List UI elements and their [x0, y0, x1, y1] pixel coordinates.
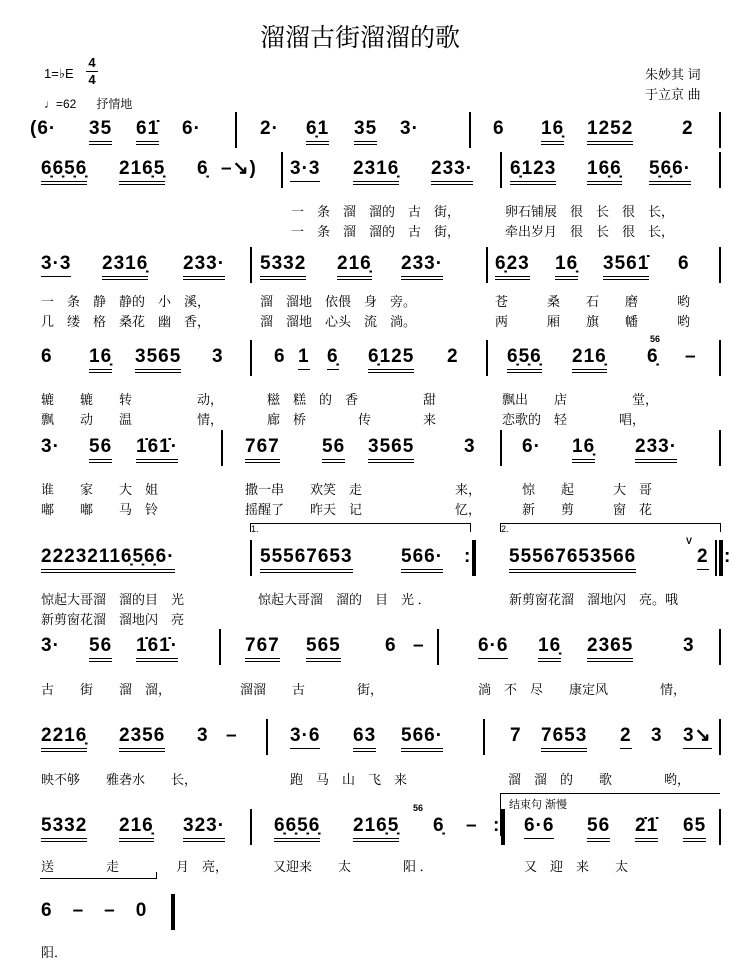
- note-group: 3·3: [290, 158, 320, 182]
- note-group: 6·: [522, 436, 541, 457]
- lyric-text: 淌 不 尽 康定风 情，: [478, 682, 687, 697]
- final-bar-line: [171, 894, 175, 930]
- bar-line: [719, 247, 721, 283]
- lyric-text: 惊起大哥溜 溜的 目 光 ．: [258, 592, 431, 607]
- repeat-dots: :: [724, 546, 732, 567]
- bar-line: [500, 152, 502, 188]
- note-group: 6̣: [197, 158, 209, 179]
- volta-bracket-1: [250, 523, 471, 532]
- lyric-text: 送 走: [41, 859, 120, 874]
- bar-line: [437, 629, 439, 665]
- repeat-end-bar: [472, 540, 476, 576]
- note-group: 16̣: [538, 635, 561, 662]
- lyric-text: 两 厢 旗 幡 哟: [495, 314, 691, 329]
- note-group: 233·: [431, 158, 473, 185]
- bar-line: [221, 430, 223, 466]
- lyric-text: 谁 家 大 姐: [41, 482, 159, 497]
- note-group: 3·: [41, 635, 60, 656]
- note-group: 767: [245, 436, 280, 463]
- note-group: 3: [212, 346, 224, 367]
- note-group: –: [226, 725, 238, 746]
- lyric-text: 一 条 溜 溜的 古 街，: [291, 224, 461, 239]
- bar-line: [219, 629, 221, 665]
- bar-line: [250, 340, 252, 376]
- lyric-text: 新 剪 窗 花: [522, 502, 653, 517]
- note-group: 323·: [183, 815, 225, 842]
- flat-icon: ♭: [58, 66, 65, 81]
- note-group: (6·: [30, 118, 57, 139]
- note-group: 2216̣: [41, 725, 87, 752]
- note-group: –: [685, 346, 697, 367]
- note-group: 6: [41, 346, 53, 367]
- note-group: 6·: [182, 118, 201, 139]
- note-group: 63: [353, 725, 376, 752]
- volta-bracket-2: [500, 523, 721, 532]
- note-group: 6 – – 0: [41, 900, 148, 921]
- note-group: 56: [89, 635, 112, 662]
- bar-line: [486, 340, 488, 376]
- bar-line: [250, 809, 252, 845]
- note-group: 16̣: [555, 253, 578, 280]
- note-group: 566·: [401, 546, 443, 573]
- lyric-text: 撒一串 欢笑 走: [245, 482, 363, 497]
- note-group: 1252: [587, 118, 633, 145]
- note-group: 7653: [541, 725, 587, 752]
- note-group: 55567653: [260, 546, 353, 573]
- lyric-text: 糍 糕 的 香 甜: [267, 392, 437, 407]
- note-group: 216̣5̣: [353, 815, 399, 842]
- lyric-text: 惊起大哥溜 溜的目 光: [41, 592, 185, 607]
- note-group: 5332: [260, 253, 306, 280]
- grace-note: 56: [650, 334, 661, 344]
- note-group: 1: [298, 346, 310, 370]
- repeat-start-bar: [715, 540, 717, 576]
- note-group: 216̣: [572, 346, 607, 373]
- note-group: 6̣5̣6̣: [507, 346, 542, 373]
- bar-line: [266, 719, 268, 755]
- lyric-text: 飘 动 温 情，: [41, 412, 224, 427]
- note-group: 3: [651, 725, 663, 746]
- repeat-end-bar: [501, 809, 505, 845]
- lyric-text: 溜 溜地 依偎 身 旁。: [260, 294, 417, 309]
- lyric-text: 映不够 雅砻水 长，: [41, 772, 198, 787]
- note-group: 65: [683, 815, 706, 842]
- note-group: 6̣6̣5̣6̣: [274, 815, 320, 842]
- lyric-text: 几 缕 格 桑花 幽 香，: [41, 314, 211, 329]
- note-group: 767: [245, 635, 280, 662]
- note-group: 3: [197, 725, 209, 746]
- bar-line: [719, 719, 721, 755]
- key-prefix: 1=: [44, 66, 59, 81]
- lyric-text: 新剪窗花溜 溜地闪 亮: [41, 612, 185, 627]
- lyric-text: 阳．: [41, 945, 68, 960]
- note-group: 6̣23: [495, 253, 530, 280]
- lyric-text: 溜 溜 的 歌 哟，: [508, 772, 691, 787]
- lyric-text: 又迎来 太 阳 ．: [273, 859, 433, 874]
- lyric-text: 廊 桥 传 来: [267, 412, 437, 427]
- lyricist-credit: 朱妙其 词: [645, 67, 701, 82]
- bar-line: [719, 629, 721, 665]
- note-group: 2: [620, 725, 632, 749]
- tempo-value: =62: [56, 97, 77, 111]
- note-group: 3·6: [290, 725, 320, 749]
- lyric-text: 忆，: [455, 502, 482, 517]
- note-group: 6: [493, 118, 505, 139]
- note-group: –: [466, 815, 478, 836]
- repeat-dots: :: [493, 815, 501, 836]
- grace-note: 56: [413, 803, 424, 813]
- note-group: 2356: [119, 725, 165, 752]
- bar-line: [719, 112, 721, 148]
- note-group: 1̇61̇·: [136, 436, 178, 463]
- note-group: 3↘: [683, 725, 712, 749]
- bar-line: [469, 112, 471, 148]
- note-group: 565: [306, 635, 341, 662]
- note-group: 6̣125: [368, 346, 414, 373]
- note-group: 6̣1: [306, 118, 329, 145]
- lyric-text: 跑 马 山 飞 来: [290, 772, 408, 787]
- note-group: 6: [385, 635, 397, 656]
- lyric-text: 飘出 店 堂，: [502, 392, 659, 407]
- lyric-text: 来，: [455, 482, 482, 497]
- song-title: 溜溜古街溜溜的歌: [259, 25, 460, 52]
- note-group: 35: [89, 118, 112, 145]
- note-group: 61̇: [136, 118, 159, 145]
- lyric-text: 苍 桑 石 磨 哟: [495, 294, 691, 309]
- note-group: 2: [682, 118, 694, 139]
- note-group: 233·: [183, 253, 225, 280]
- note-group: 56: [587, 815, 610, 842]
- note-group: 16̣: [541, 118, 564, 145]
- lyric-text: 溜溜 古 街，: [240, 682, 384, 697]
- lyric-text: 一 条 溜 溜的 古 街，: [291, 204, 461, 219]
- bar-line: [281, 152, 283, 188]
- note-group: 5332: [41, 815, 87, 842]
- note-group: 6̣6̣5̣6̣: [41, 158, 87, 185]
- bar-line: [719, 809, 721, 845]
- lyric-text: 惊 起 大 哥: [522, 482, 653, 497]
- volta-label: 1.: [251, 524, 259, 534]
- lyric-text: 卵石铺展 很 长 很 长，: [505, 204, 675, 219]
- bar-line: [500, 430, 502, 466]
- note-group: 3561̇: [603, 253, 649, 280]
- note-group: 6: [274, 346, 286, 367]
- note-group: –↘): [221, 158, 257, 179]
- lyric-text: 辘 辘 转 动，: [41, 392, 224, 407]
- bar-line: [250, 247, 252, 283]
- note-group: 566·: [401, 725, 443, 752]
- note-group: 3: [683, 635, 695, 656]
- note-group: 22232116̣5̣6̣6·: [41, 546, 175, 573]
- note-group: 6̣123: [510, 158, 556, 185]
- time-top: 4: [88, 55, 96, 70]
- bar-line: [719, 340, 721, 376]
- note-group: 56: [89, 436, 112, 463]
- composer-credit: 于立京 曲: [645, 87, 701, 102]
- note-group: 3·3: [41, 253, 71, 277]
- note-group: 56: [322, 436, 345, 463]
- coda-label: 结束句 渐慢: [509, 799, 568, 811]
- note-group: 2365: [587, 635, 633, 662]
- lyric-text: 月 亮，: [176, 859, 229, 874]
- note-group: 35: [354, 118, 377, 145]
- time-bottom: 4: [88, 72, 96, 87]
- lyric-text: 嘟 嘟 马 铃: [41, 502, 159, 517]
- note-group: 2316̣: [102, 253, 148, 280]
- breath-mark: V: [686, 536, 693, 546]
- key-signature: [44, 66, 74, 82]
- time-signature: [86, 56, 98, 87]
- note-group: 6: [678, 253, 690, 274]
- note-group: 6̣: [647, 346, 659, 367]
- note-group: 2·: [260, 118, 279, 139]
- lyric-text: 溜 溜地 心头 流 淌。: [260, 314, 417, 329]
- key-note: E: [64, 66, 74, 81]
- note-group: 2̇1̇: [635, 815, 658, 842]
- note-group: –: [413, 635, 425, 656]
- note-group: 216̣5̣: [119, 158, 165, 185]
- lyric-text: 摇醒了 昨天 记: [245, 502, 363, 517]
- note-group: 2316̣: [353, 158, 399, 185]
- note-group: 2: [447, 346, 459, 367]
- bar-line: [483, 719, 485, 755]
- bar-line: [250, 540, 252, 576]
- bar-line: [719, 430, 721, 466]
- note-group: 16̣: [572, 436, 595, 463]
- note-group: 6·6: [524, 815, 554, 839]
- note-group: 3·: [400, 118, 419, 139]
- lyric-text: 牵出岁月 很 长 很 长，: [505, 224, 675, 239]
- note-group: 55567653566: [509, 546, 636, 573]
- lyric-text: 古 街 溜 溜，: [41, 682, 172, 697]
- bar-line: [486, 247, 488, 283]
- lyric-text: 恋歌的 轻 唱，: [502, 412, 646, 427]
- note-group: 3565: [368, 436, 414, 463]
- lyric-text: 又 迎 来 太: [524, 859, 629, 874]
- note-group: 233·: [401, 253, 443, 280]
- note-group: 16̣: [89, 346, 112, 373]
- note-group: 3565: [135, 346, 181, 373]
- note-group: 233·: [635, 436, 677, 463]
- tempo-marking: [44, 95, 132, 112]
- bar-line: [235, 112, 237, 148]
- repeat-dots: :: [464, 546, 472, 567]
- note-group: 3·: [41, 436, 60, 457]
- lyric-text: 新剪窗花溜 溜地闪 亮。哦: [509, 592, 679, 607]
- note-group: 7: [510, 725, 522, 746]
- note-group: 6·6: [478, 635, 508, 659]
- note-group: 2: [697, 546, 709, 570]
- quarter-note-icon: ♩: [44, 97, 56, 111]
- lyric-text: 一 条 静 静的 小 溪，: [41, 294, 211, 309]
- bar-line: [719, 152, 721, 188]
- note-group: 16̣6̣: [587, 158, 622, 185]
- volta-label: 2.: [501, 524, 509, 534]
- note-group: 3: [464, 436, 476, 457]
- note-group: 5̣6̣6·: [649, 158, 691, 185]
- note-group: 6̣: [433, 815, 445, 836]
- note-group: 1̇61̇·: [136, 635, 178, 662]
- tempo-expression: 抒情地: [96, 97, 133, 111]
- note-group: 6̣: [327, 346, 339, 370]
- note-group: 216̣: [337, 253, 372, 280]
- repeat-start-bar: [719, 540, 723, 576]
- note-group: 216̣: [119, 815, 154, 842]
